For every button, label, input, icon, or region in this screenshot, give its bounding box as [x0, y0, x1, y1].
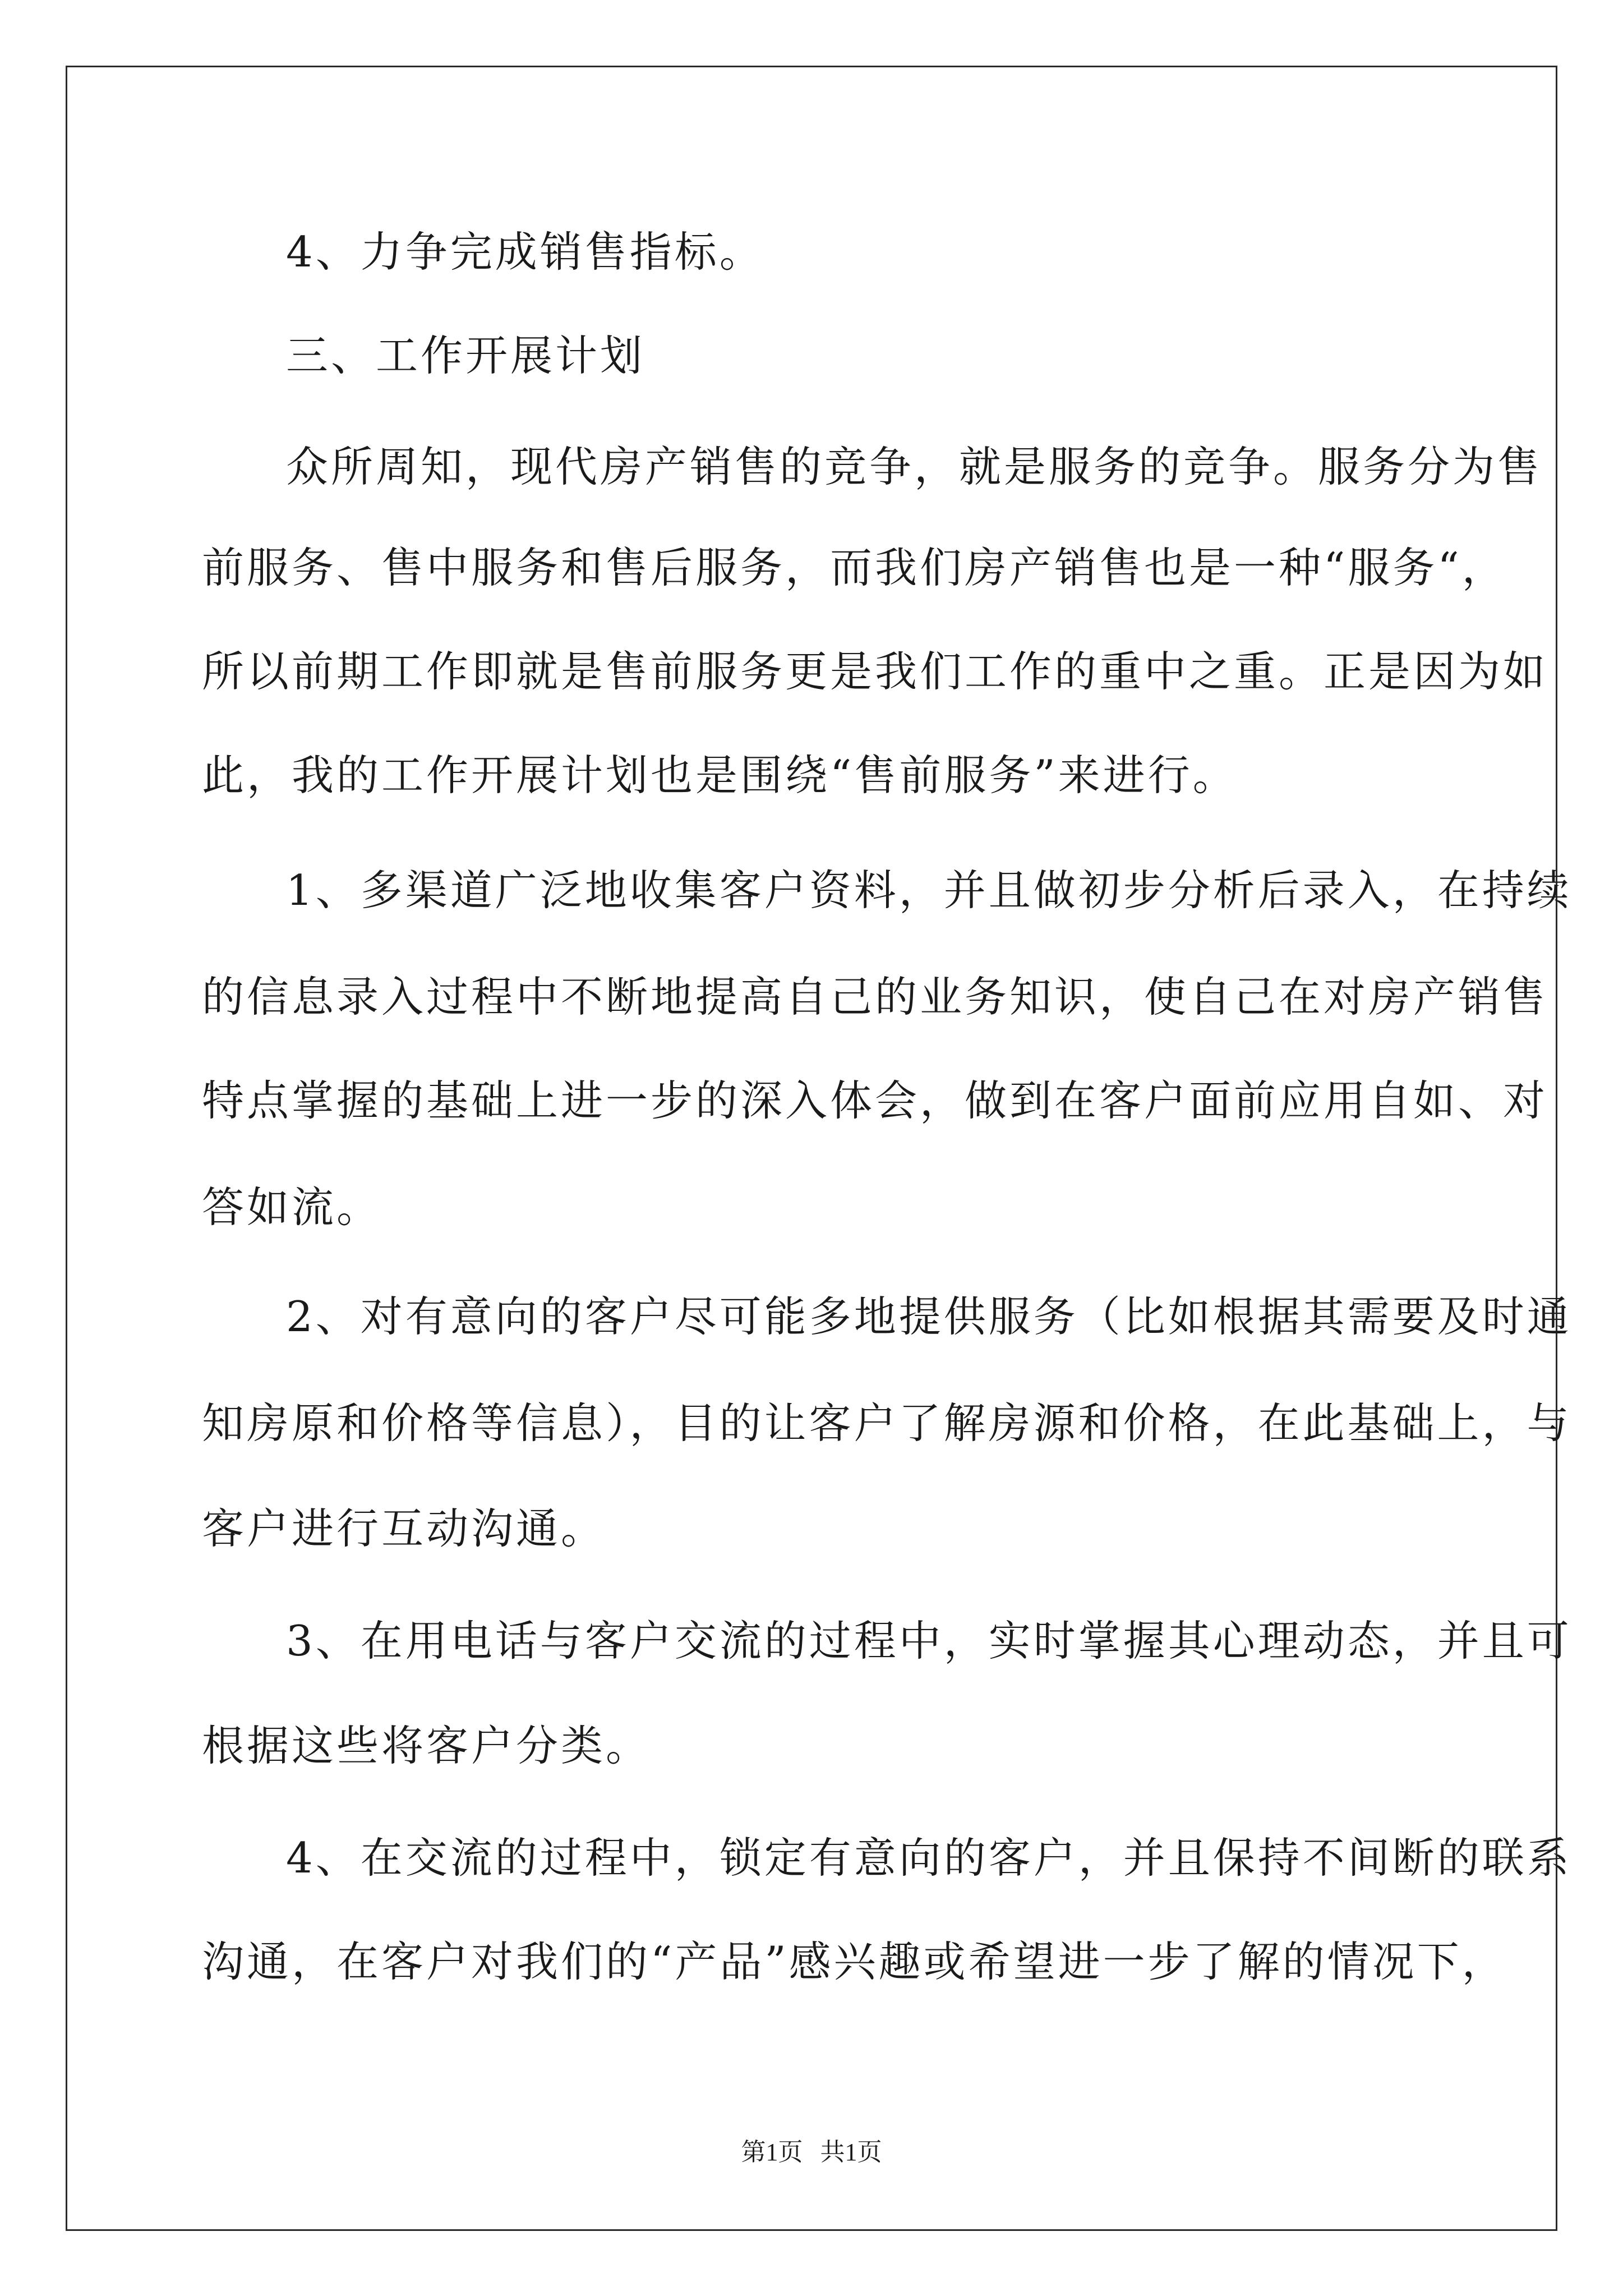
paragraph-line: 4、在交流的过程中，锁定有意向的客户，并且保持不间断的联系 — [286, 1833, 1572, 1883]
paragraph-line: 特点掌握的基础上进一步的深入体会，做到在客户面前应用自如、对 — [202, 1076, 1548, 1125]
page-border — [66, 66, 1572, 2231]
paragraph-line: 所以前期工作即就是售前服务更是我们工作的重中之重。正是因为如 — [202, 647, 1548, 696]
paragraph-line: 1、多渠道广泛地收集客户资料，并且做初步分析后录入，在持续 — [286, 866, 1572, 915]
paragraph-line: 答如流。 — [202, 1182, 382, 1232]
list-item-line: 4、力争完成销售指标。 — [286, 227, 764, 277]
paragraph-line: 众所周知，现代房产销售的竞争，就是服务的竞争。服务分为售 — [286, 442, 1543, 491]
page-number: 第1页 — [741, 2138, 803, 2166]
section-heading: 三、工作开展计划 — [286, 331, 645, 380]
paragraph-line: 此，我的工作开展计划也是围绕“售前服务”来进行。 — [202, 751, 1238, 800]
paragraph-line: 根据这些将客户分类。 — [202, 1721, 651, 1770]
paragraph-line: 2、对有意向的客户尽可能多地提供服务（比如根据其需要及时通 — [286, 1292, 1572, 1341]
paragraph-line: 知房原和价格等信息），目的让客户了解房源和价格，在此基础上，与 — [202, 1398, 1572, 1448]
page-total: 共1页 — [820, 2138, 882, 2166]
page-footer — [0, 2138, 1623, 2166]
paragraph-line: 3、在用电话与客户交流的过程中，实时掌握其心理动态，并且可 — [286, 1616, 1572, 1665]
paragraph-line: 的信息录入过程中不断地提高自己的业务知识，使自己在对房产销售 — [202, 972, 1548, 1022]
paragraph-line: 客户进行互动沟通。 — [202, 1504, 606, 1553]
paragraph-line: 前服务、售中服务和售后服务，而我们房产销售也是一种“服务“， — [202, 543, 1507, 592]
paragraph-line: 沟通，在客户对我们的“产品”感兴趣或希望进一步了解的情况下， — [202, 1937, 1507, 1986]
